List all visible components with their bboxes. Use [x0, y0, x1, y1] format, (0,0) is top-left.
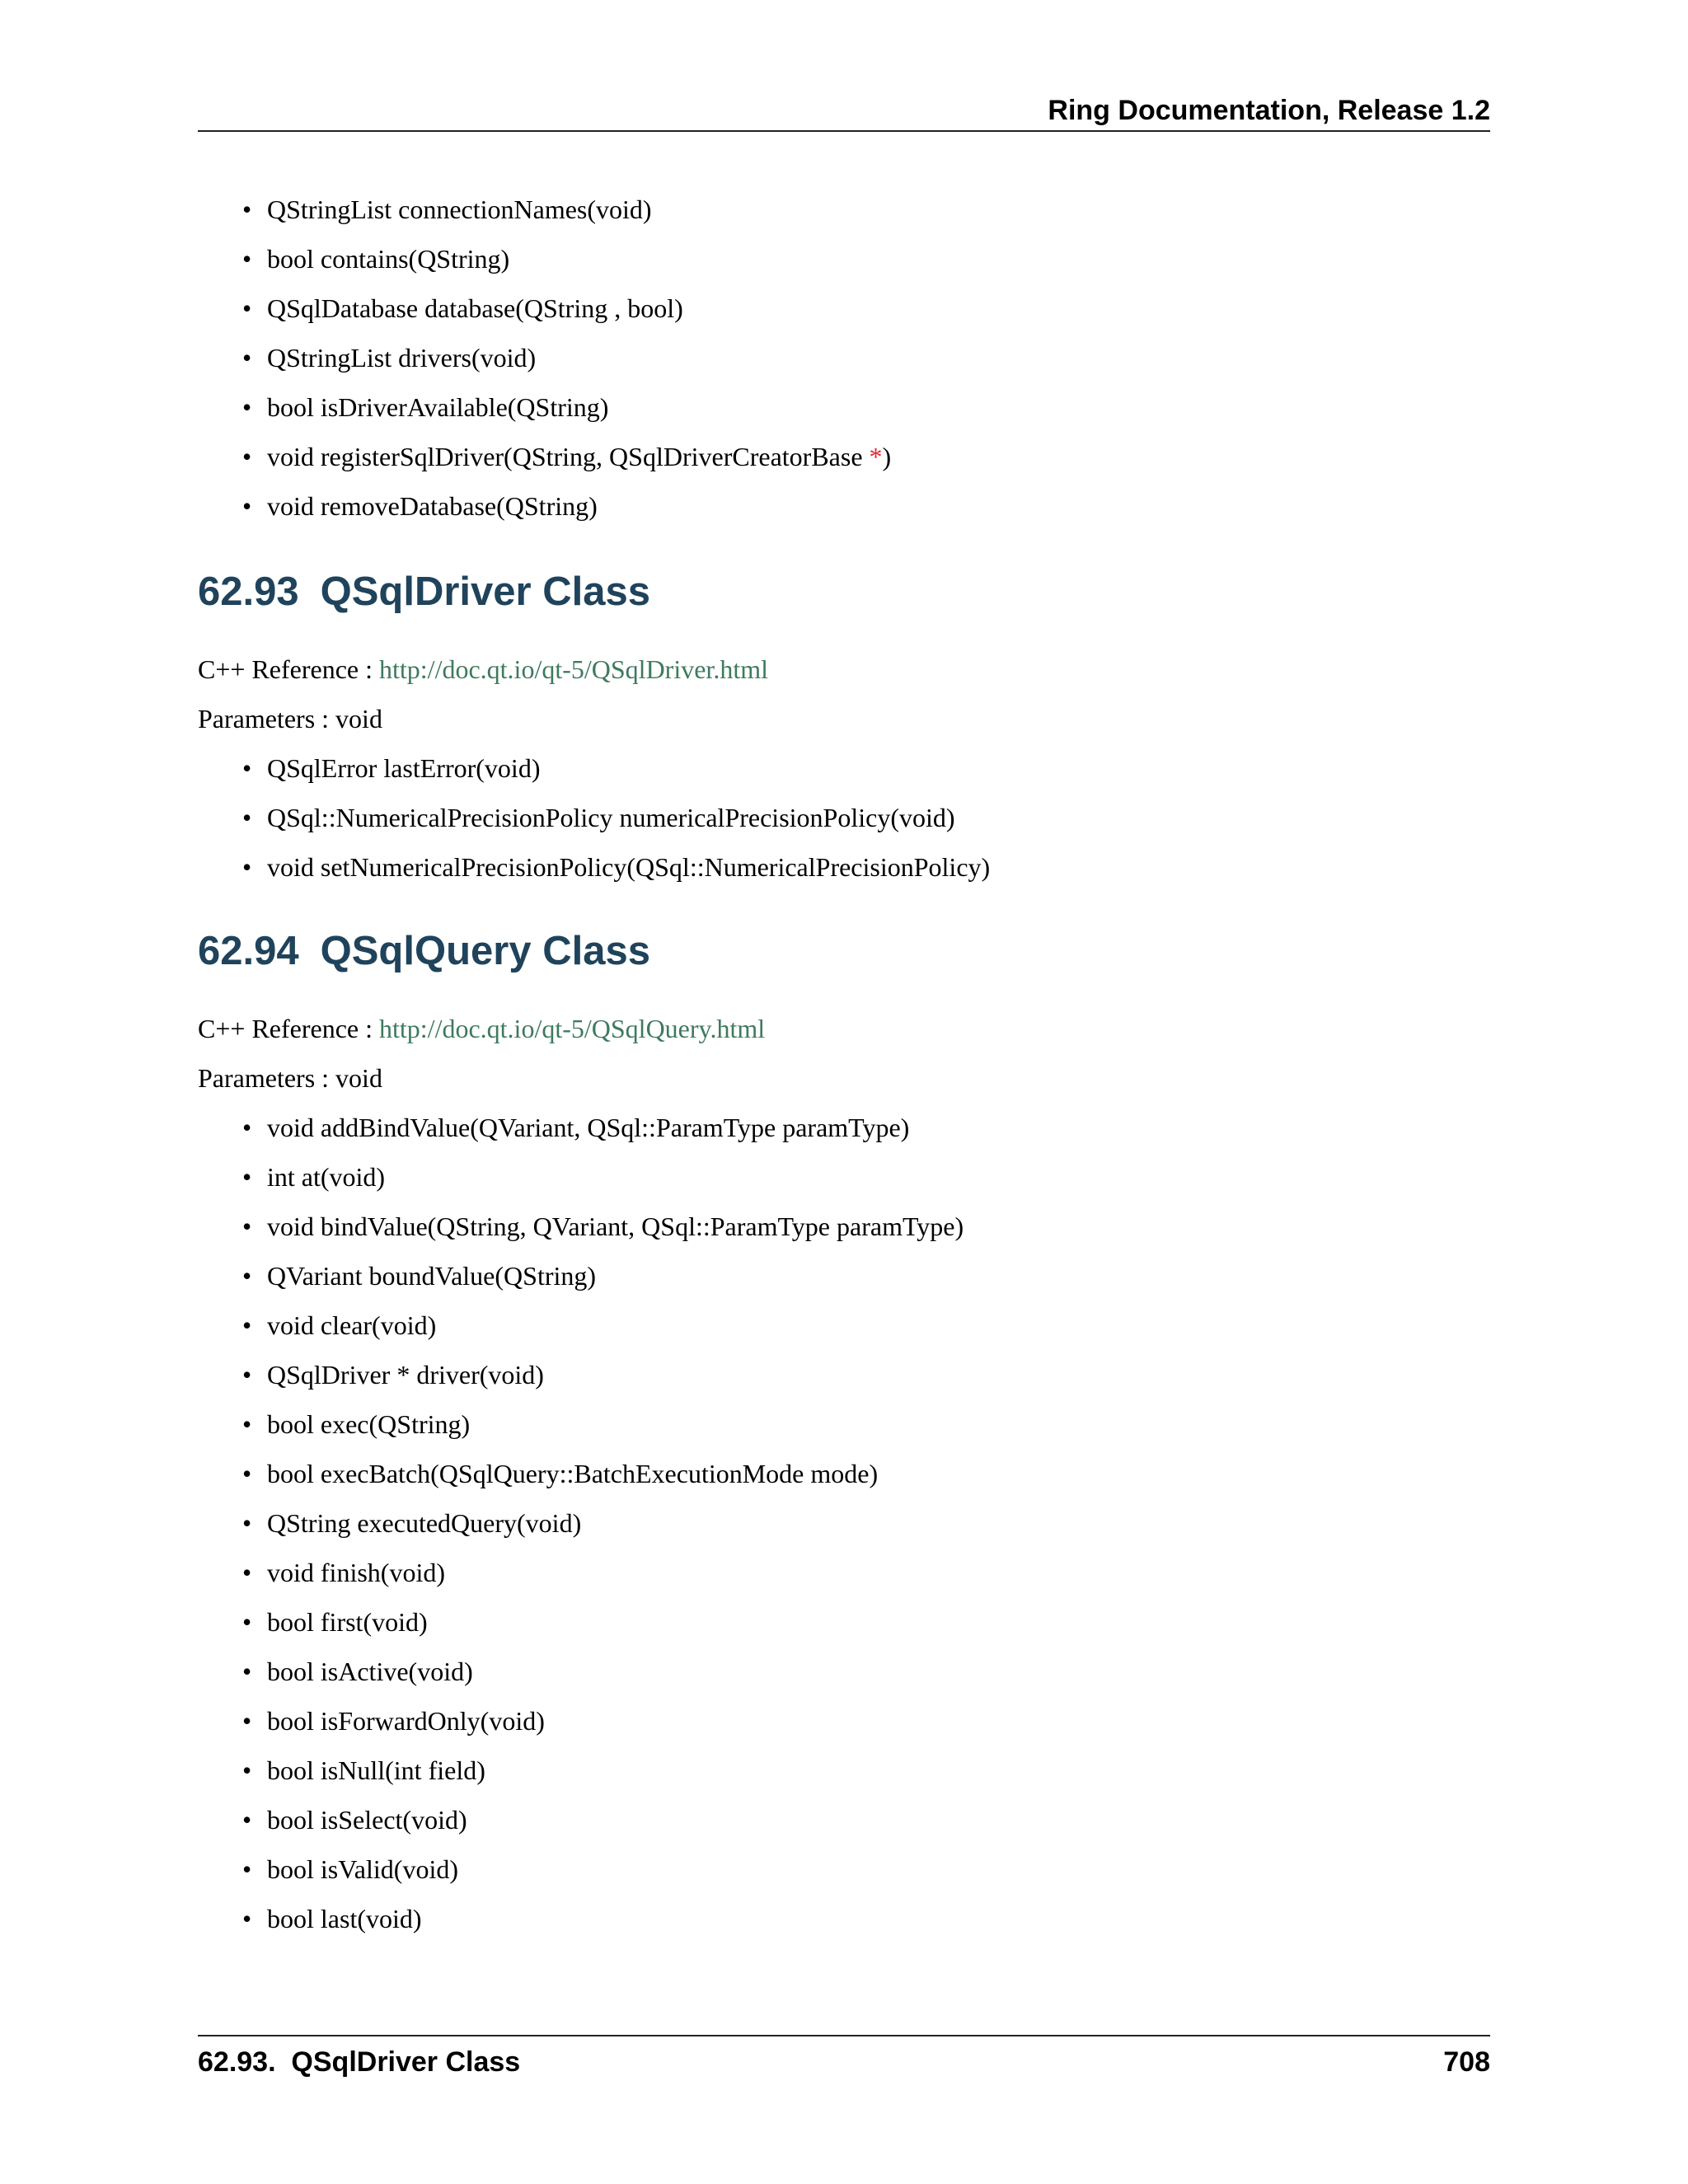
bullet-icon: • [242, 392, 252, 422]
bullet-icon: • [242, 1459, 252, 1488]
list-item: • bool execBatch(QSqlQuery::BatchExecutionMode mode) [242, 1459, 879, 1488]
bullet-icon: • [242, 194, 252, 224]
bullet-icon: • [242, 343, 252, 373]
bullet-icon: • [242, 1409, 252, 1439]
list-item: • QSqlDriver * driver(void) [242, 1360, 544, 1390]
reference-link[interactable]: http://doc.qt.io/qt-5/QSqlDriver.html [379, 654, 768, 684]
running-header: Ring Documentation, Release 1.2 [1048, 95, 1490, 126]
section-heading-qsqlquery [198, 926, 1490, 976]
bullet-icon: • [242, 753, 252, 783]
list-item: • bool isDriverAvailable(QString) [242, 392, 609, 422]
bullet-icon: • [242, 1310, 252, 1340]
method-list-qsqldriver [198, 752, 1490, 883]
bullet-icon: • [242, 1607, 252, 1637]
list-item: • QSql::NumericalPrecisionPolicy numericalPrecisionPolicy(void) [242, 803, 955, 832]
reference-link[interactable]: http://doc.qt.io/qt-5/QSqlQuery.html [379, 1014, 766, 1043]
footer-divider [198, 2035, 1490, 2036]
list-item: • QStringList drivers(void) [242, 343, 537, 373]
method-list-qsqlquery [198, 1111, 1490, 1935]
bullet-icon: • [242, 1212, 252, 1241]
list-item: • bool isSelect(void) [242, 1805, 467, 1835]
page-number: 708 [1443, 2046, 1490, 2078]
document-page [198, 0, 1490, 2184]
list-item: • void clear(void) [242, 1310, 437, 1340]
list-item: • void addBindValue(QVariant, QSql::ParamType paramType) [242, 1113, 910, 1142]
list-item: • void setNumericalPrecisionPolicy(QSql::NumericalPrecisionPolicy) [242, 852, 991, 882]
section-title: QSqlQuery Class [320, 929, 650, 973]
bullet-icon: • [242, 1657, 252, 1686]
list-item: • bool isValid(void) [242, 1854, 458, 1884]
header-divider [198, 130, 1490, 132]
list-item: • bool contains(QString) [242, 244, 510, 274]
bullet-icon: • [242, 1162, 252, 1192]
list-item: • void removeDatabase(QString) [242, 491, 598, 521]
cpp-reference: C++ Reference : http://doc.qt.io/qt-5/QSqlQuery.html [198, 1014, 766, 1043]
list-item: • bool exec(QString) [242, 1409, 471, 1439]
bullet-icon: • [242, 244, 252, 274]
bullet-icon: • [242, 1558, 252, 1587]
cpp-reference: C++ Reference : http://doc.qt.io/qt-5/QSqlDriver.html [198, 654, 768, 684]
list-item: • QString executedQuery(void) [242, 1508, 582, 1538]
list-item: • int at(void) [242, 1162, 386, 1192]
bullet-icon: • [242, 1706, 252, 1736]
bullet-icon: • [242, 1755, 252, 1785]
list-item: • bool isForwardOnly(void) [242, 1706, 545, 1736]
bullet-icon: • [242, 1113, 252, 1142]
list-item: • bool last(void) [242, 1904, 422, 1933]
list-item: • QSqlDatabase database(QString , bool) [242, 293, 683, 323]
list-item: • QSqlError lastError(void) [242, 753, 541, 783]
bullet-icon: • [242, 1854, 252, 1884]
page-content [198, 193, 1490, 1952]
list-item: • void finish(void) [242, 1558, 445, 1587]
method-list-top [198, 193, 1490, 523]
list-item: • bool first(void) [242, 1607, 428, 1637]
pointer-star: * [869, 442, 883, 471]
section-number: 62.93 [198, 569, 299, 614]
parameters-line: Parameters : void [198, 704, 382, 733]
section-number: 62.94 [198, 929, 299, 973]
bullet-icon: • [242, 442, 252, 471]
list-item: • QVariant boundValue(QString) [242, 1261, 597, 1291]
bullet-icon: • [242, 1360, 252, 1390]
list-item: • void bindValue(QString, QVariant, QSql::ParamType paramType) [242, 1212, 964, 1241]
bullet-icon: • [242, 1261, 252, 1291]
bullet-icon: • [242, 1805, 252, 1835]
bullet-icon: • [242, 852, 252, 882]
bullet-icon: • [242, 293, 252, 323]
list-item: • bool isNull(int field) [242, 1755, 485, 1785]
parameters-line: Parameters : void [198, 1063, 382, 1093]
section-title: QSqlDriver Class [320, 569, 650, 614]
bullet-icon: • [242, 803, 252, 832]
bullet-icon: • [242, 1904, 252, 1933]
list-item: • void registerSqlDriver(QString, QSqlDriverCreatorBase *) [242, 442, 892, 471]
list-item: • QStringList connectionNames(void) [242, 194, 652, 224]
bullet-icon: • [242, 1508, 252, 1538]
section-heading-qsqldriver [198, 567, 1490, 616]
footer-section-title: 62.93. QSqlDriver Class [198, 2046, 521, 2078]
bullet-icon: • [242, 491, 252, 521]
list-item: • bool isActive(void) [242, 1657, 473, 1686]
